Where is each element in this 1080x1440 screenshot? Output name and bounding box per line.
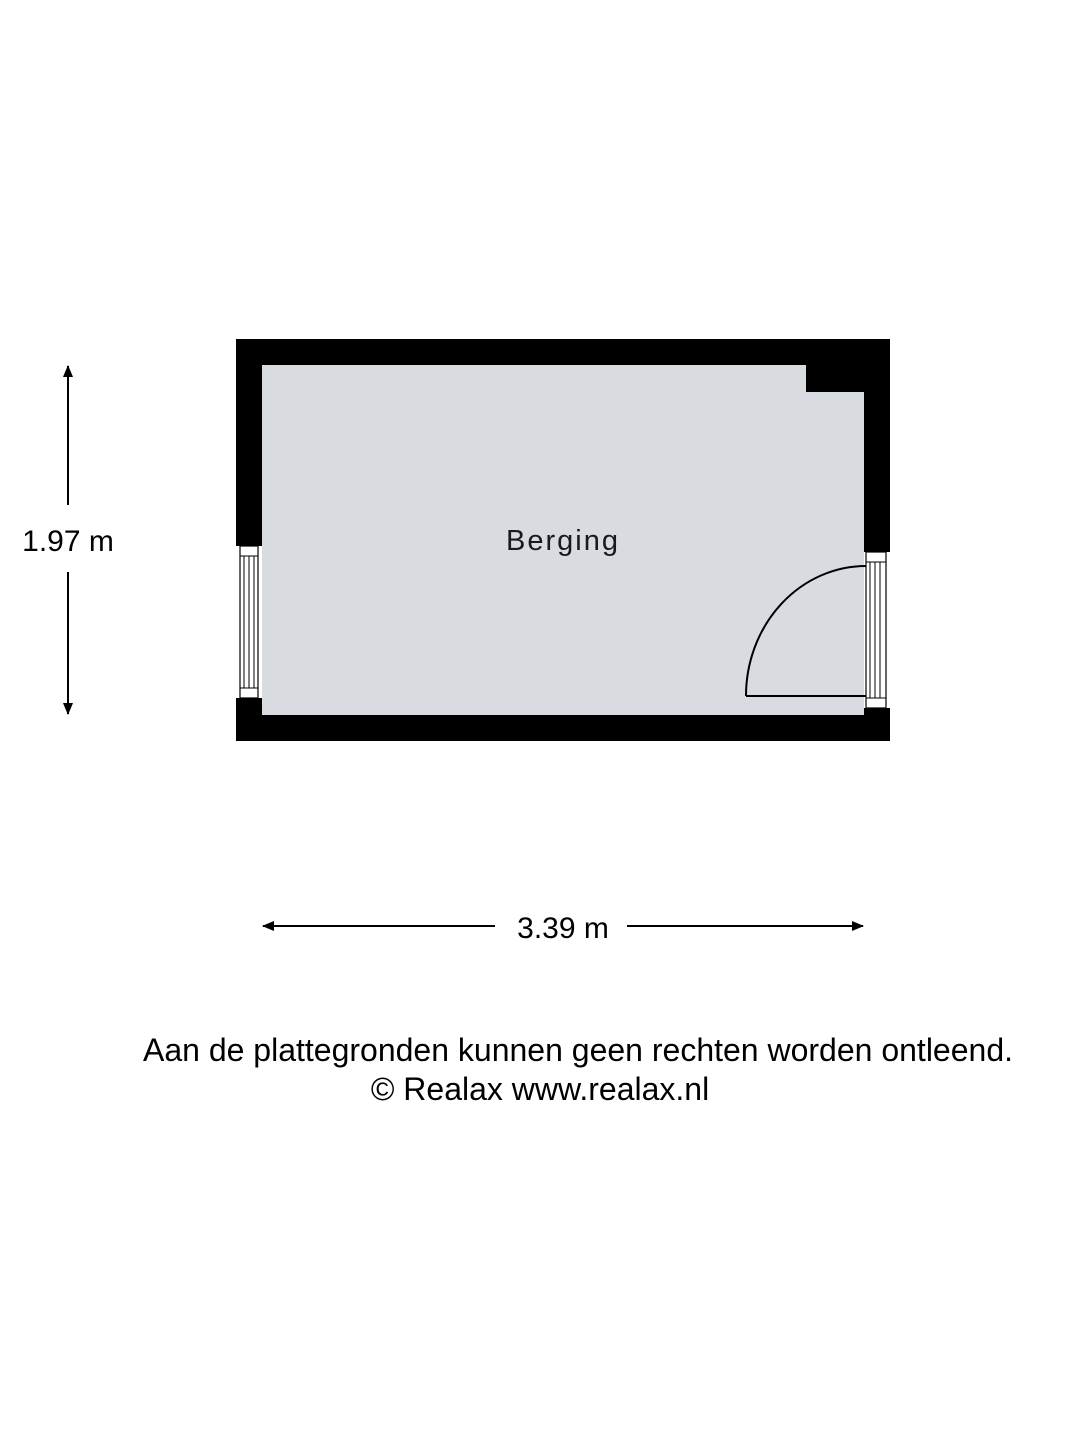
width-dimension-label: 3.39 m	[517, 912, 609, 945]
wall-right-lower	[864, 708, 890, 741]
height-dimension	[22, 366, 114, 714]
wall-top	[236, 339, 890, 365]
height-dimension-label: 1.97 m	[22, 525, 114, 558]
window-left	[240, 546, 258, 698]
wall-right-upper	[864, 339, 890, 552]
room-label: Berging	[506, 525, 620, 557]
wall-left-upper	[236, 339, 262, 546]
wall-corner-pillar	[806, 365, 864, 392]
copyright-text: © Realax www.realax.nl	[370, 1071, 710, 1107]
wall-bottom	[236, 715, 890, 741]
door-opening-right	[866, 552, 886, 708]
disclaimer-text: Aan de plattegronden kunnen geen rechten worden ontleend.	[142, 1032, 1013, 1068]
width-dimension	[263, 912, 863, 945]
wall-left-lower	[236, 698, 262, 741]
